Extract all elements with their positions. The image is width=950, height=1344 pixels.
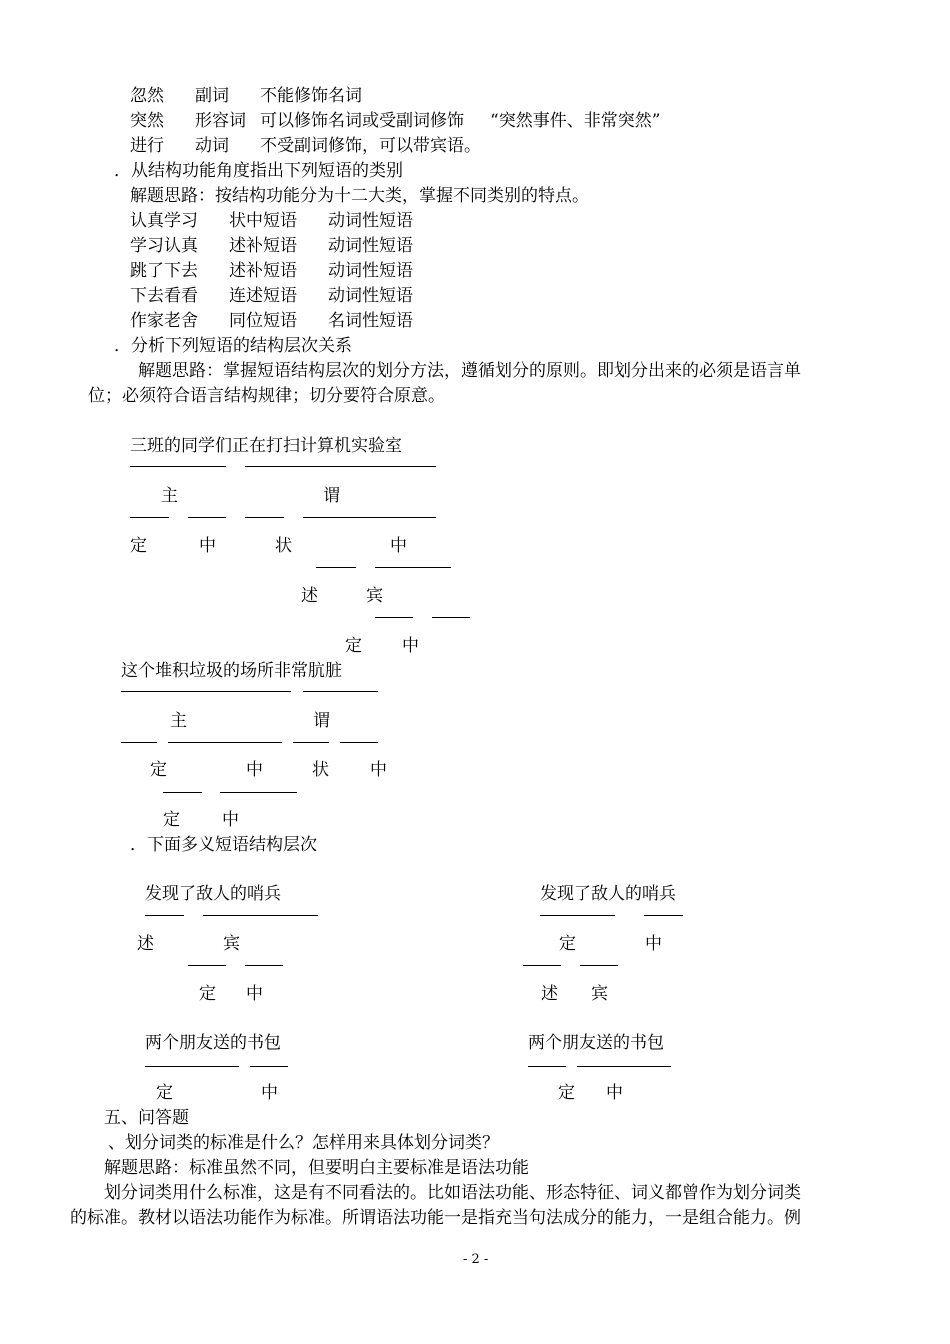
division-line <box>163 792 202 793</box>
phrase-row: 作家老舍 同位短语 名词性短语 <box>130 311 413 331</box>
division-line <box>577 1066 671 1067</box>
constituent-label: 中 <box>199 536 216 556</box>
division-line <box>540 915 615 916</box>
section-heading: 五、问答题 <box>104 1108 189 1128</box>
paragraph-line: 划分词类用什么标准，这是有不同看法的。比如语法功能、形态特征、词义都曾作为划分词类 <box>104 1183 801 1203</box>
division-line <box>375 617 413 618</box>
constituent-label: 定 <box>345 636 362 656</box>
phrase-row: 学习认真 述补短语 动词性短语 <box>130 236 413 256</box>
division-line <box>316 567 356 568</box>
sentence: 两个朋友送的书包 <box>528 1033 664 1053</box>
division-line <box>168 742 282 743</box>
division-line <box>145 915 184 916</box>
constituent-label: 主 <box>170 711 187 731</box>
division-line <box>250 1066 288 1067</box>
hint: 位；必须符合语言结构规律；切分要符合原意。 <box>88 386 445 406</box>
constituent-label: 中 <box>645 934 662 954</box>
constituent-label: 谓 <box>313 711 330 731</box>
division-line <box>644 915 683 916</box>
division-line <box>145 1066 239 1067</box>
constituent-label: 中 <box>261 1083 278 1103</box>
hint: 解题思路：按结构功能分为十二大类，掌握不同类别的特点。 <box>130 186 589 206</box>
division-line <box>523 965 561 966</box>
division-line <box>303 691 378 692</box>
question-title: ．从结构功能角度指出下列短语的类别 <box>114 161 403 181</box>
division-line <box>245 466 436 467</box>
division-line <box>432 617 470 618</box>
constituent-label: 中 <box>606 1083 623 1103</box>
constituent-label: 状 <box>275 536 292 556</box>
constituent-label: 中 <box>370 760 387 780</box>
question-title: ．分析下列短语的结构层次关系 <box>114 336 352 356</box>
constituent-label: 宾 <box>223 934 240 954</box>
constituent-label: 定 <box>199 984 216 1004</box>
page-number: - 2 - <box>463 1252 489 1267</box>
division-line <box>580 965 618 966</box>
question-title: ．下面多义短语结构层次 <box>130 835 317 855</box>
division-line <box>340 742 378 743</box>
hint: 解题思路：标准虽然不同，但要明白主要标准是语法功能 <box>104 1158 529 1178</box>
constituent-label: 述 <box>137 934 154 954</box>
sentence: 两个朋友送的书包 <box>145 1033 281 1053</box>
constituent-label: 述 <box>541 984 558 1004</box>
constituent-label: 定 <box>130 536 147 556</box>
phrase-row: 跳了下去 述补短语 动词性短语 <box>130 261 413 281</box>
sentence: 三班的同学们正在打扫计算机实验室 <box>130 436 402 456</box>
constituent-label: 定 <box>150 760 167 780</box>
sentence: 发现了敌人的哨兵 <box>145 884 281 904</box>
constituent-label: 中 <box>222 810 239 830</box>
constituent-label: 状 <box>312 760 329 780</box>
word-row: 进行 动词 不受副词修饰，可以带宾语。 <box>130 136 481 156</box>
constituent-label: 述 <box>301 586 318 606</box>
constituent-label: 定 <box>163 810 180 830</box>
division-line <box>203 915 318 916</box>
sentence: 这个堆积垃圾的场所非常肮脏 <box>121 661 342 681</box>
division-line <box>528 1066 566 1067</box>
division-line <box>220 792 297 793</box>
constituent-label: 中 <box>402 636 419 656</box>
division-line <box>121 742 157 743</box>
division-line <box>130 466 226 467</box>
constituent-label: 中 <box>246 760 263 780</box>
constituent-label: 主 <box>161 486 178 506</box>
hint: 解题思路：掌握短语结构层次的划分方法，遵循划分的原则。即划分出来的必须是语言单 <box>138 361 801 381</box>
phrase-row: 下去看看 连述短语 动词性短语 <box>130 286 413 306</box>
word-row: 突然 形容词 可以修饰名词或受副词修饰 “突然事件、非常突然” <box>130 111 661 131</box>
division-line <box>375 567 451 568</box>
constituent-label: 中 <box>246 984 263 1004</box>
constituent-label: 定 <box>558 1083 575 1103</box>
phrase-row: 认真学习 状中短语 动词性短语 <box>130 211 413 231</box>
division-line <box>121 691 291 692</box>
constituent-label: 定 <box>156 1083 173 1103</box>
division-line <box>245 517 284 518</box>
division-line <box>188 517 226 518</box>
division-line <box>130 517 169 518</box>
sentence: 发现了敌人的哨兵 <box>540 884 676 904</box>
paragraph-line: 的标准。教材以语法功能作为标准。所谓语法功能一是指充当句法成分的能力，一是组合能力。例 <box>70 1208 801 1228</box>
word-row: 忽然 副词 不能修饰名词 <box>130 86 362 106</box>
division-line <box>293 742 329 743</box>
question-title: 、划分词类的标准是什么？怎样用来具体划分词类？ <box>108 1133 499 1153</box>
constituent-label: 定 <box>559 934 576 954</box>
constituent-label: 谓 <box>323 486 340 506</box>
constituent-label: 宾 <box>591 984 608 1004</box>
constituent-label: 中 <box>390 536 407 556</box>
constituent-label: 宾 <box>366 586 383 606</box>
division-line <box>245 965 283 966</box>
division-line <box>188 965 226 966</box>
division-line <box>303 517 436 518</box>
